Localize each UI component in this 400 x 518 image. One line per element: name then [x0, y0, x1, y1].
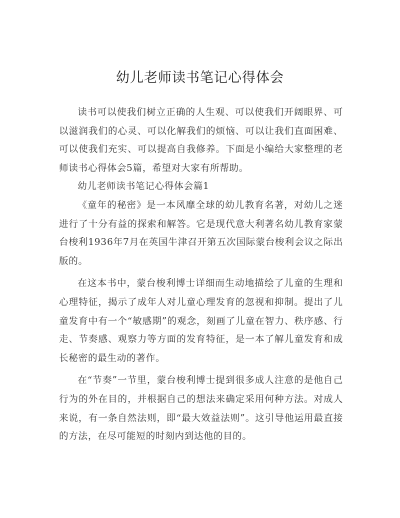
- body-paragraph: 《童年的秘密》是一本风靡全球的幼儿教育名著，对幼儿之迷进行了十分有益的探索和解答。它是现代意大利著名幼儿教育家蒙台梭利1936年7月在英国牛津召开第五次国际蒙台梭利会议之际出版的。: [59, 199, 343, 267]
- intro-paragraph: 读书可以使我们树立正确的人生观、可以使我们开阔眼界、可以滋润我们的心灵、可以化解我们的烦恼、可以让我们直面困难、可以使我们充实、可以提高自我修养。下面是小编给大家整理的老师读书心得体会5篇，希望对大家有所帮助。: [59, 107, 343, 174]
- document-body: [59, 104, 343, 447]
- document-title: 幼儿老师读书笔记心得体会: [116, 70, 284, 86]
- section-heading: 幼儿老师读书笔记心得体会篇1: [77, 181, 210, 193]
- body-paragraph: 在“节奏”一节里，蒙台梭利博士提到很多成人注意的是他自己行为的外在目的，并根据自己的想法来确定采用何种方法。对成人来说，有一条自然法则，即“最大效益法则”。这引导他运用最直接的方法，在尽可能短的时刻内到达他的目的。: [59, 375, 343, 443]
- body-paragraph: 在这本书中，蒙台梭利博士详细而生动地描绘了儿童的生理和心理特征，揭示了成年人对儿童心理发育的忽视和抑制。提出了儿童发育中有一个“敏感期”的观念，刻画了儿童在智力、秩序感、行走、节奏感、观察力等方面的发育特征，是一本了解儿童发育和成长秘密的最生动的著作。: [59, 278, 343, 364]
